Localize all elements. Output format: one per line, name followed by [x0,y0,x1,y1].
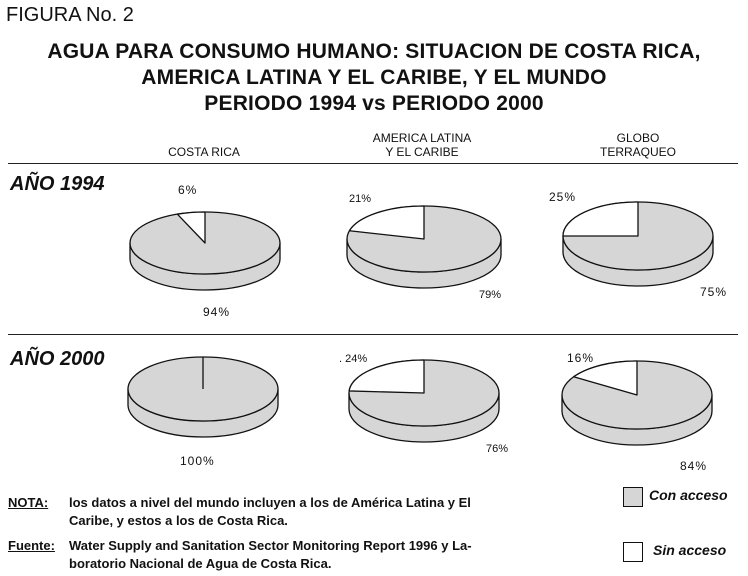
row-label-2000: AÑO 2000 [10,348,105,370]
fuente-label: Fuente: [8,538,55,553]
pie-label-gt-2000-con: 84% [680,459,708,473]
pie-label-cr-2000-con: 100% [180,454,215,468]
figure-label: FIGURA No. 2 [6,4,134,26]
nota-text-line-1: los datos a nivel del mundo incluyen a los de América Latina y El [69,495,471,510]
chart-title-line-2: AMERICA LATINA Y EL CARIBE, Y EL MUNDO [141,66,607,89]
pie-cr-2000 [128,357,278,437]
pie-label-al-1994-sin: 21% [349,193,372,205]
pie-label-al-2000-sin: . 24% [339,353,368,365]
pie-label-cr-1994-sin: 6% [178,183,198,197]
pie-al-2000 [349,360,499,442]
fuente-text-line-1: Water Supply and Sanitation Sector Monitoring Report 1996 y La- [69,538,472,553]
pie-al-1994 [347,206,501,288]
column-header-line: TERRAQUEO [599,145,676,159]
pie-label-al-2000-con: 76% [486,443,509,455]
pie-gt-1994 [563,202,713,286]
row-label-1994: AÑO 1994 [10,173,105,195]
pie-label-cr-1994-con: 94% [203,305,231,319]
legend-label-con-acceso: Con acceso [649,487,728,503]
fuente-text-line-2: boratorio Nacional de Agua de Costa Rica. [69,556,332,571]
chart-title-line-1: AGUA PARA CONSUMO HUMANO: SITUACION DE COSTA RICA, [47,40,701,63]
nota-label: NOTA: [8,495,49,510]
column-header-line: Y EL CARIBE [385,145,459,159]
legend-swatch-sin-acceso [623,542,643,562]
legend-swatch-con-acceso [623,487,643,507]
column-header-line: COSTA RICA [168,145,240,159]
column-header-line: GLOBO [616,131,660,145]
pie-cr-1994 [130,212,280,290]
pie-slice-sin-acceso-gt-1994 [563,202,638,236]
pie-label-gt-2000-sin: 16% [567,351,595,365]
column-header-line: AMERICA LATINA [372,131,472,145]
pie-label-gt-1994-con: 75% [700,285,728,299]
nota-text-line-2: Caribe, y estos a los de Costa Rica. [69,513,288,528]
pie-gt-2000 [562,361,712,445]
pie-label-al-1994-con: 79% [479,289,502,301]
legend-label-sin-acceso: Sin acceso [653,542,727,558]
pie-label-gt-1994-sin: 25% [549,190,577,204]
chart-title-line-3: PERIODO 1994 vs PERIODO 2000 [204,92,544,115]
